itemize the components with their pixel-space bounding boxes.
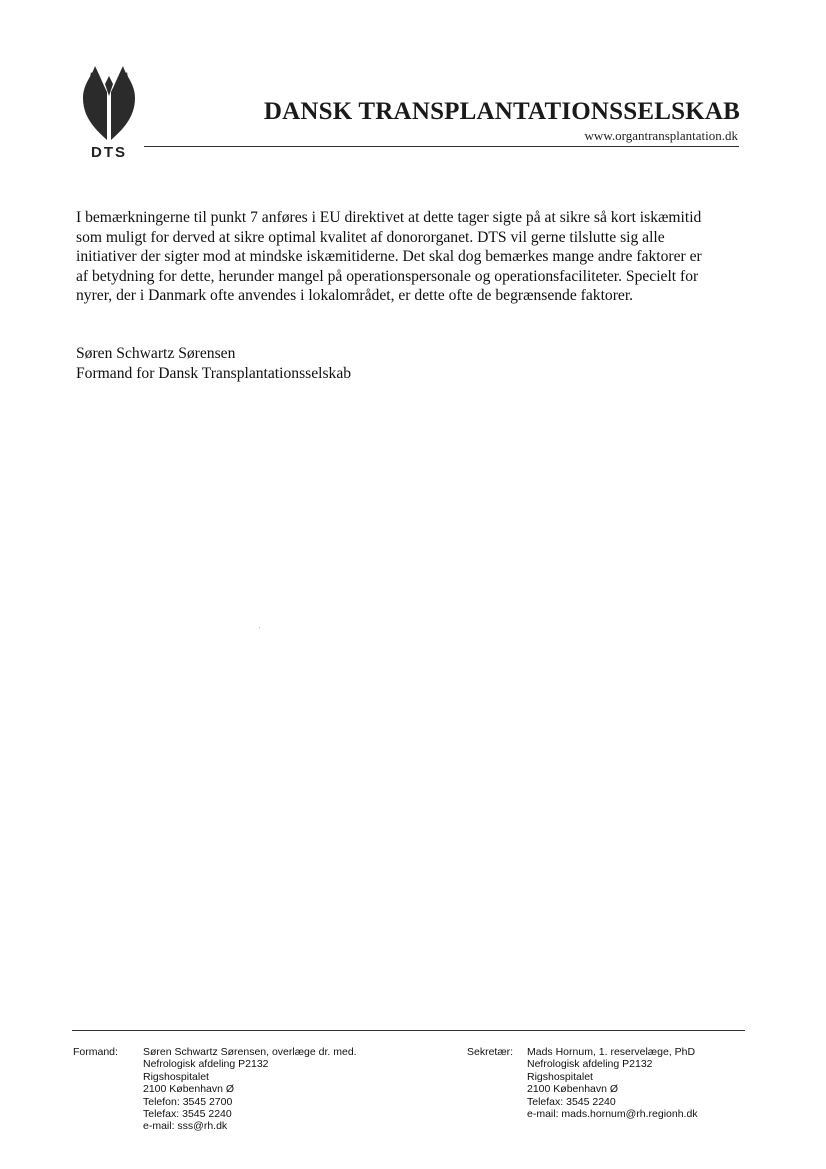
header-divider — [144, 146, 739, 147]
secretary-line: Telefax: 3545 2240 — [527, 1095, 616, 1108]
secretary-line: Nefrologisk afdeling P2132 — [527, 1058, 653, 1071]
body-paragraph — [76, 208, 748, 306]
secretary-label: Sekretær: — [467, 1046, 514, 1058]
secretary-contact — [527, 1046, 698, 1120]
chair-email[interactable]: e-mail: sss@rh.dk — [143, 1120, 228, 1133]
body-line: initiativer der sigter mod at mindske iskæmitiderne. Det skal dog bemærkes mange andre faktorer er — [76, 248, 702, 266]
chair-line: Nefrologisk afdeling P2132 — [143, 1058, 269, 1071]
secretary-line: Rigshospitalet — [527, 1070, 593, 1083]
organization-title: DANSK TRANSPLANTATIONSSELSKAB — [263, 98, 740, 125]
chair-line: 2100 København Ø — [143, 1083, 235, 1096]
secretary-line: 2100 København Ø — [527, 1083, 619, 1096]
secretary-email[interactable]: e-mail: mads.hornum@rh.regionh.dk — [527, 1108, 698, 1121]
signature-block — [76, 344, 351, 383]
body-line: I bemærkningerne til punkt 7 anføres i EU direktivet at dette tager sigte på at sikre så kort iskæmitid — [76, 209, 702, 226]
signature-name: Søren Schwartz Sørensen — [76, 345, 236, 362]
butterfly-logo-icon — [75, 62, 143, 144]
secretary-line: Mads Hornum, 1. reservelæge, PhD — [527, 1046, 696, 1058]
chair-line: Søren Schwartz Sørensen, overlæge dr. med. — [143, 1046, 357, 1058]
chair-line: Rigshospitalet — [143, 1070, 209, 1083]
body-line: af betydning for dette, herunder mangel på operationspersonale og operationsfaciliteter. Specielt for — [76, 267, 699, 285]
chair-label: Formand: — [73, 1046, 118, 1058]
body-line: som muligt for derved at sikre optimal kvalitet af donororganet. DTS vil gerne tilslutte sig alle — [76, 228, 665, 246]
chair-line: Telefax: 3545 2240 — [143, 1108, 232, 1121]
body-line: nyrer, der i Danmark ofte anvendes i lokalområdet, er dette ofte de begrænsende faktorer. — [76, 287, 634, 305]
chair-line: Telefon: 3545 2700 — [143, 1095, 233, 1108]
scan-speck — [259, 627, 260, 628]
signature-title: Formand for Dansk Transplantationsselskab — [76, 364, 352, 382]
logo-text: DTS — [91, 144, 127, 161]
dts-logo — [75, 62, 143, 162]
organization-url[interactable]: www.organtransplantation.dk — [584, 128, 738, 143]
chair-contact — [143, 1046, 357, 1133]
footer-divider — [72, 1030, 745, 1031]
